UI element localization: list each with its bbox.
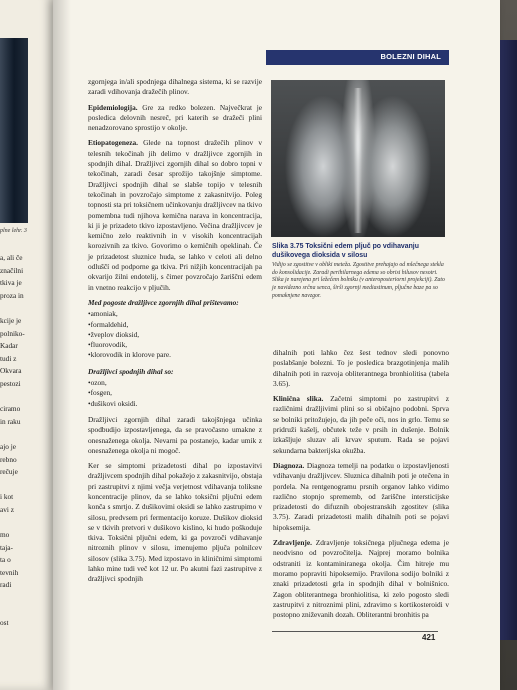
previous-page-line: tkiva je: [0, 278, 22, 288]
epidemiology-paragraph: [88, 103, 262, 134]
diagnosis-label: Diagnoza.: [273, 460, 305, 470]
previous-page-line: rebno: [0, 454, 17, 464]
figure-caption: [272, 243, 450, 301]
clinical-label: Klinična slika.: [273, 394, 324, 404]
previous-page-line: [0, 428, 52, 441]
previous-page-line: tevnih: [0, 567, 19, 577]
previous-page-line: proza in: [0, 290, 24, 300]
previous-page-line: polniko-: [0, 328, 25, 338]
previous-page-line: avi z: [0, 504, 14, 514]
previous-page-line: [0, 391, 52, 404]
lower-irritants-list: [88, 378, 262, 409]
lower-irritants-title: Dražljivci spodnjih dihal so:: [88, 366, 174, 376]
previous-page-line: kcije je: [0, 315, 22, 325]
previous-page-line: [0, 592, 52, 605]
intro-paragraph: zgornjega in/ali spodnjega dihalnega sistema, ki se razvije zaradi vdihovanja dražečih plinov.: [88, 77, 262, 97]
previous-page-line: [0, 516, 52, 529]
upper-irritants-list: [88, 309, 262, 360]
previous-page-line: [0, 302, 52, 315]
previous-page-line: ajo je: [0, 441, 17, 451]
list-item: • dušikovi oksidi.: [88, 399, 262, 409]
section-title: BOLEZNI DIHAL: [380, 52, 441, 61]
upper-irritants-title: Med pogoste dražljivce zgornjih dihal prištevamo:: [88, 297, 239, 307]
previous-page-line: Kadar: [0, 341, 18, 351]
etiopathogenesis-label: Etiopatogeneza.: [88, 138, 138, 148]
xray-spine: [354, 88, 362, 233]
right-text-column: [273, 348, 449, 625]
footer-rule: [272, 631, 438, 632]
body-paragraph: Dražljivci zgornjih dihal zaradi takojšnjega učinka spodbudijo izpostavljenega, da se pravočasno umakne z onesnaženega okolja. Nevarni pa postanejo, kadar umik z onesnaženega okolja ni mogoč.: [88, 414, 262, 455]
treatment-paragraph: [273, 538, 449, 620]
list-item: • formaldehid,: [88, 320, 262, 330]
previous-page-line: rečuje: [0, 467, 18, 477]
previous-page-line: radi: [0, 580, 12, 590]
etiopathogenesis-text: Glede na topnost dražečih plinov v telesnih tekočinah jih delimo v dražljivce zgornjih in spodnjih dihal. Dražljivci zgornjih dihal so dobro topni v tekočinah, zaradi česar sprožijo takojšnje simptome. Dražljivci spodnjih dihal se slabše topijo v telesnih tekočinah in povzročajo simptome z zakasnitvijo. Poleg topnosti sta pri toksičnem učinkovanju dražljivcev na tkivo pomembna tudi njihova kemična narava in koncentracija, ki ji je prizadeto tkivo izpostavljeno. Večina dražljivcev je kemično zelo reaktivnih in v visokih koncentracijah korozivnih za tkivo. Govorimo o kemičnih opeklinah. Če je prizadetost sluznice huda, se lahko v celoti ali delno odluščí od podporne ga tkiva. Pri nižjih koncentracijah pa okvarijo žilni endotelij, s čimer povzročajo žariščni edem in vnetno reakcijo v pljučih.: [88, 138, 262, 292]
list-item: • fluorovodik,: [88, 340, 262, 350]
diagnosis-paragraph: [273, 461, 449, 533]
section-header: [266, 50, 449, 65]
treatment-label: Zdravljenje.: [273, 538, 312, 548]
previous-page-line: ta o: [0, 555, 11, 565]
previous-page-line: in raku: [0, 416, 21, 426]
previous-page: [0, 0, 55, 690]
figure-caption-text: Vidijo se zgostitve v obliki meteža. Zgostitve prehajajo od mlečnega stekla do konsolidacije. Zaradi perihilarnega edema so obrisi hilusov nesotri. Slika je narejena pri ležečem bolniku (v anteroposteriorni projekciji). Zato je navidezno srčna senca, širši zgornji mediastinum, pljučne baze pa so pomaknjene navzgor.: [272, 262, 445, 299]
list-item: • fosgen,: [88, 388, 262, 398]
previous-page-image: [0, 38, 28, 223]
chest-xray-image: [271, 80, 445, 237]
body-paragraph: Ker se simptomi prizadetosti dihal po izpostavitvi dražljivcem spodnjih dihal pokažejo z zakasnitvijo, obstaja pri zastrupitvi z njimi večja verjetnost vdihavanja toliksne koncentracije plinov, da se lahko toksični pljučni edem konča s smrtjo. Z dušikovimi oksidi se lahko zastrupimo v silosu, predvsem pri fermentacijo koruze. Dušikov dioksid se v tkivih pretvori v dušikovo kislino, ki hudo poškoduje tkiva. Toksični pljučni edem, ki ga povzroči vdihavanje nitroznih plinov v silosu, imenujemo pljuča polnilcev silosov (slika 3.75). Med izpostavo in kliničnimi simptomi lahko mine tudi več kot 12 ur. Po akutni fazi zastrupitve z dražljivci spodnjih: [88, 461, 262, 584]
list-item: • ozon,: [88, 378, 262, 388]
list-item: • amoniak,: [88, 309, 262, 319]
previous-page-line: ciramo: [0, 404, 21, 414]
previous-page-line: i kot: [0, 492, 14, 502]
previous-page-line: taja-: [0, 542, 13, 552]
epidemiology-text: Gre za redko bolezen. Največkrat je posledica delovnih nesreč, pri katerih se dražeči plini nenadzorovano sprostijo v okolje.: [88, 102, 262, 133]
book-cover-edge: [499, 40, 517, 640]
previous-page-line: ost: [0, 618, 9, 628]
previous-page-text: [0, 252, 52, 630]
previous-page-line: značilni: [0, 265, 24, 275]
previous-page-caption: plne lehr. 3: [0, 228, 27, 234]
page-gutter-shadow: [53, 0, 71, 690]
previous-page-line: a, ali če: [0, 253, 23, 262]
epidemiology-label: Epidemiologija.: [88, 102, 138, 112]
previous-page-line: [0, 605, 52, 618]
previous-page-line: [0, 479, 52, 492]
previous-page-line: pestozi: [0, 378, 21, 388]
diagnosis-text: Diagnoza temelji na podatku o izpostavljenosti vdihavanju dražljivcev. Sluznica dihalnih poti je otečena in pordela. Na rentgenogramu prsnih organov lahko vidimo različno stopnjo sprememb, od žariščne intersticijske prizadetosti do difuznih obojestranskih zgostitev (slika 3.75). Zaradi prizadetosti malih dihalnih poti se pojavi hipoksemija.: [273, 460, 449, 532]
page-number: 421: [422, 633, 436, 642]
list-item: • žveplov dioksid,: [88, 330, 262, 340]
previous-page-line: tudi z: [0, 353, 17, 363]
treatment-text: Zdravljenje toksičnega pljučnega edema je neodvisno od povzročitelja. Najprej moramo bolnika odstraniti iz kontaminiranega okolja. Čim hitreje mu moramo popraviti hipoksemijo. Pravilona sodijo bolniki z znaki prizadetosti grla in spodnjih dihal v bolnišnico. Zagon obliterantnega bronhiolitisa, ki zelo pogosto sledi zastrupitvi z nitroznimi plini, zdravimo s kortikosteroidi v postopno zniževanih dozah. Obliterantni bronhitis pa: [273, 538, 449, 620]
previous-page-line: Okvara: [0, 366, 22, 376]
previous-page-line: mo: [0, 530, 10, 540]
clinical-paragraph: [273, 394, 449, 456]
etiopathogenesis-paragraph: [88, 138, 262, 292]
left-text-column: [88, 77, 262, 590]
clinical-text: Začetni simptomi po zastrupitvi z različnimi dražljivimi plini so si običajno podobni. Sprva se bolniki pritožujejo, da jih peče oči, nos in grlo. Temu se pridruži kašelj, občutek teže v prsih in dušenje. Bolnik izkašljuje sluzav ali krvav sputum. Rada se pojavi sekundarna bakterijska okužba.: [273, 394, 449, 455]
figure-title: Slika 3.75 Toksični edem pljuč po vdihavanju dušikovega dioksida v silosu: [272, 243, 419, 259]
body-paragraph: dihalnih poti lahko čez šest tednov sledi ponovno poslabšanje bolezni. To je posledica brazgotinjenja malih dihalnih poti in razvoja obliterantnega bronhiolitisa (tabela 3.65).: [273, 348, 449, 388]
list-item: • klorovodik in klorove pare.: [88, 350, 262, 360]
